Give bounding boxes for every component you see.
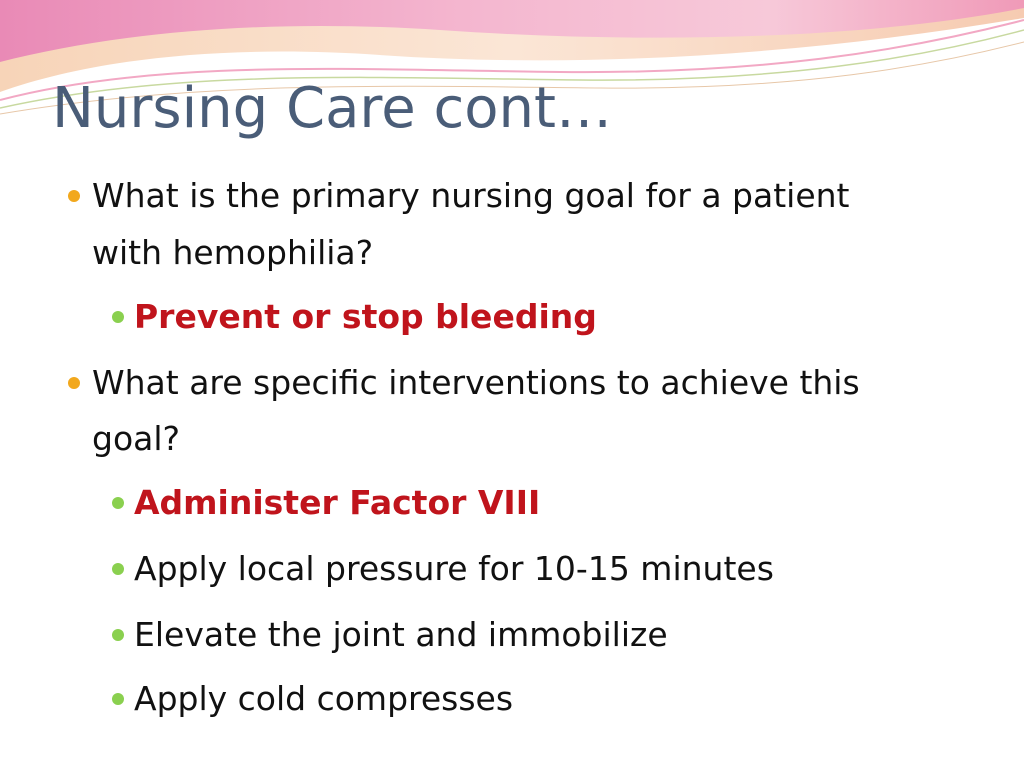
bullet-dot-icon bbox=[112, 311, 124, 323]
list-item: What are specific interventions to achieve this bbox=[92, 363, 860, 402]
list-item: What is the primary nursing goal for a patient bbox=[92, 176, 850, 215]
list-item: Elevate the joint and immobilize bbox=[134, 615, 668, 654]
list-item: Apply cold compresses bbox=[134, 679, 514, 718]
bullet-dot-icon bbox=[112, 497, 124, 509]
list-item: Apply local pressure for 10-15 minutes bbox=[134, 549, 774, 588]
bullet-dot-icon bbox=[68, 190, 80, 202]
bullet-dot-icon bbox=[112, 563, 124, 575]
list-item-continuation: goal? bbox=[92, 419, 181, 458]
list-item-continuation: with hemophilia? bbox=[92, 233, 374, 272]
bullet-dot-icon bbox=[112, 629, 124, 641]
list-item: Prevent or stop bleeding bbox=[134, 297, 597, 336]
list-item: Administer Factor VIII bbox=[134, 483, 541, 522]
slide-title: Nursing Care cont… bbox=[52, 76, 612, 141]
bullet-dot-icon bbox=[112, 693, 124, 705]
bullet-dot-icon bbox=[68, 377, 80, 389]
